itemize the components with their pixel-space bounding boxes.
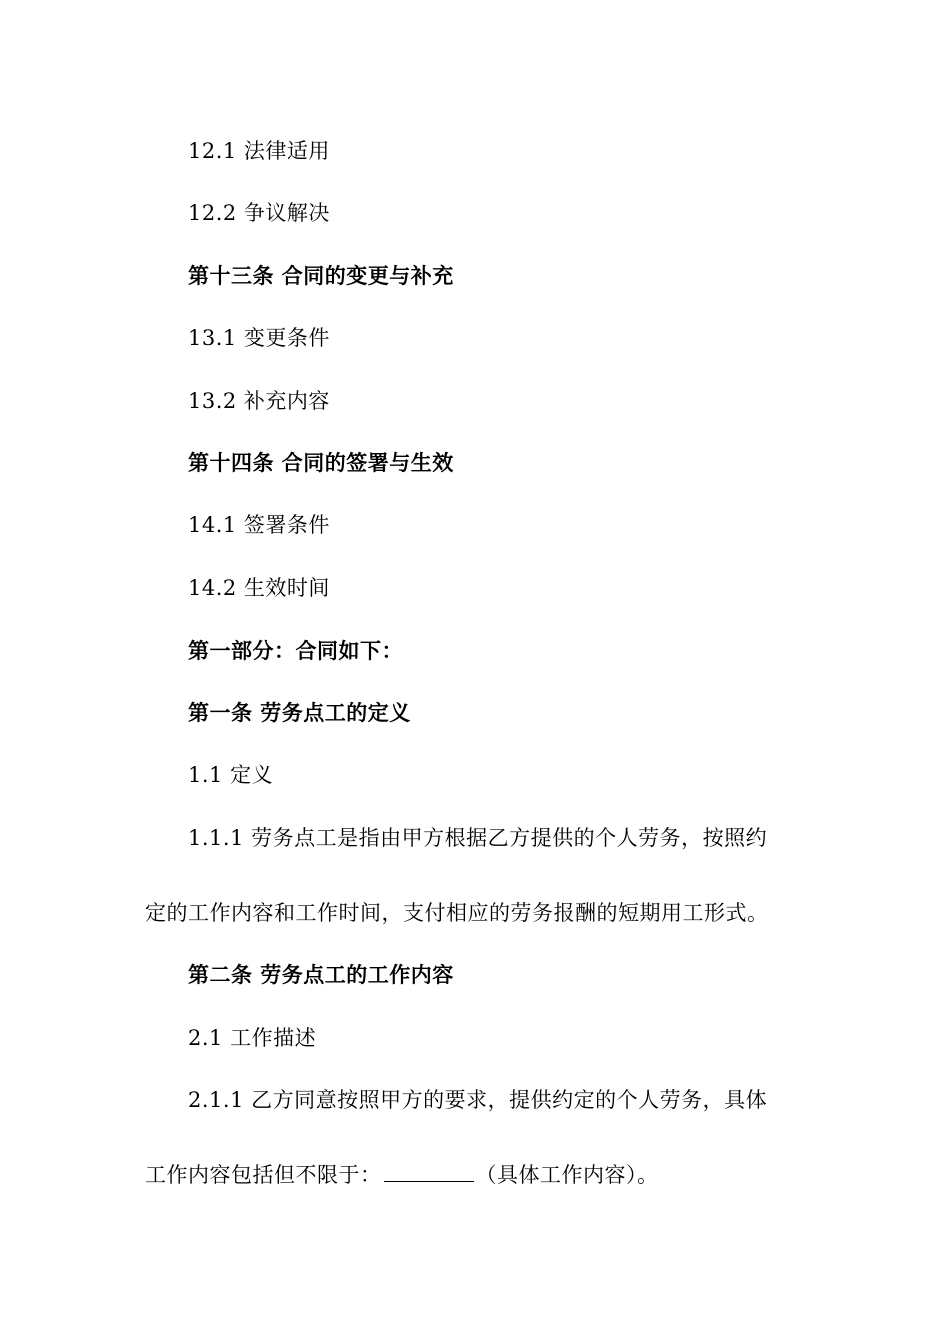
clause-12-2: 12.2 争议解决 xyxy=(188,201,330,225)
clause-2-1-1-suffix: （具体工作内容）。 xyxy=(475,1163,659,1187)
part-one-heading: 第一部分：合同如下： xyxy=(188,639,403,663)
article-14-heading: 第十四条 合同的签署与生效 xyxy=(188,451,454,475)
clause-14-2: 14.2 生效时间 xyxy=(188,576,330,600)
clause-1-1-1-line2: 定的工作内容和工作时间，支付相应的劳务报酬的短期用工形式。 xyxy=(145,901,769,925)
clause-2-1-1-line2 xyxy=(145,1161,659,1189)
clause-12-1: 12.1 法律适用 xyxy=(188,139,330,163)
fill-in-blank xyxy=(384,1161,474,1182)
article-2-heading: 第二条 劳务点工的工作内容 xyxy=(188,963,454,987)
clause-2-1: 2.1 工作描述 xyxy=(188,1026,317,1050)
clause-2-1-1-text: 工作内容包括但不限于： xyxy=(145,1163,382,1187)
article-13-heading: 第十三条 合同的变更与补充 xyxy=(188,264,454,288)
clause-1-1-1-line1: 1.1.1 劳务点工是指由甲方根据乙方提供的个人劳务，按照约 xyxy=(188,826,768,850)
clause-1-1: 1.1 定义 xyxy=(188,763,274,787)
clause-13-2: 13.2 补充内容 xyxy=(188,389,330,413)
clause-14-1: 14.1 签署条件 xyxy=(188,513,330,537)
clause-2-1-1-line1: 2.1.1 乙方同意按照甲方的要求，提供约定的个人劳务，具体 xyxy=(188,1088,768,1112)
clause-13-1: 13.1 变更条件 xyxy=(188,326,330,350)
article-1-heading: 第一条 劳务点工的定义 xyxy=(188,701,411,725)
